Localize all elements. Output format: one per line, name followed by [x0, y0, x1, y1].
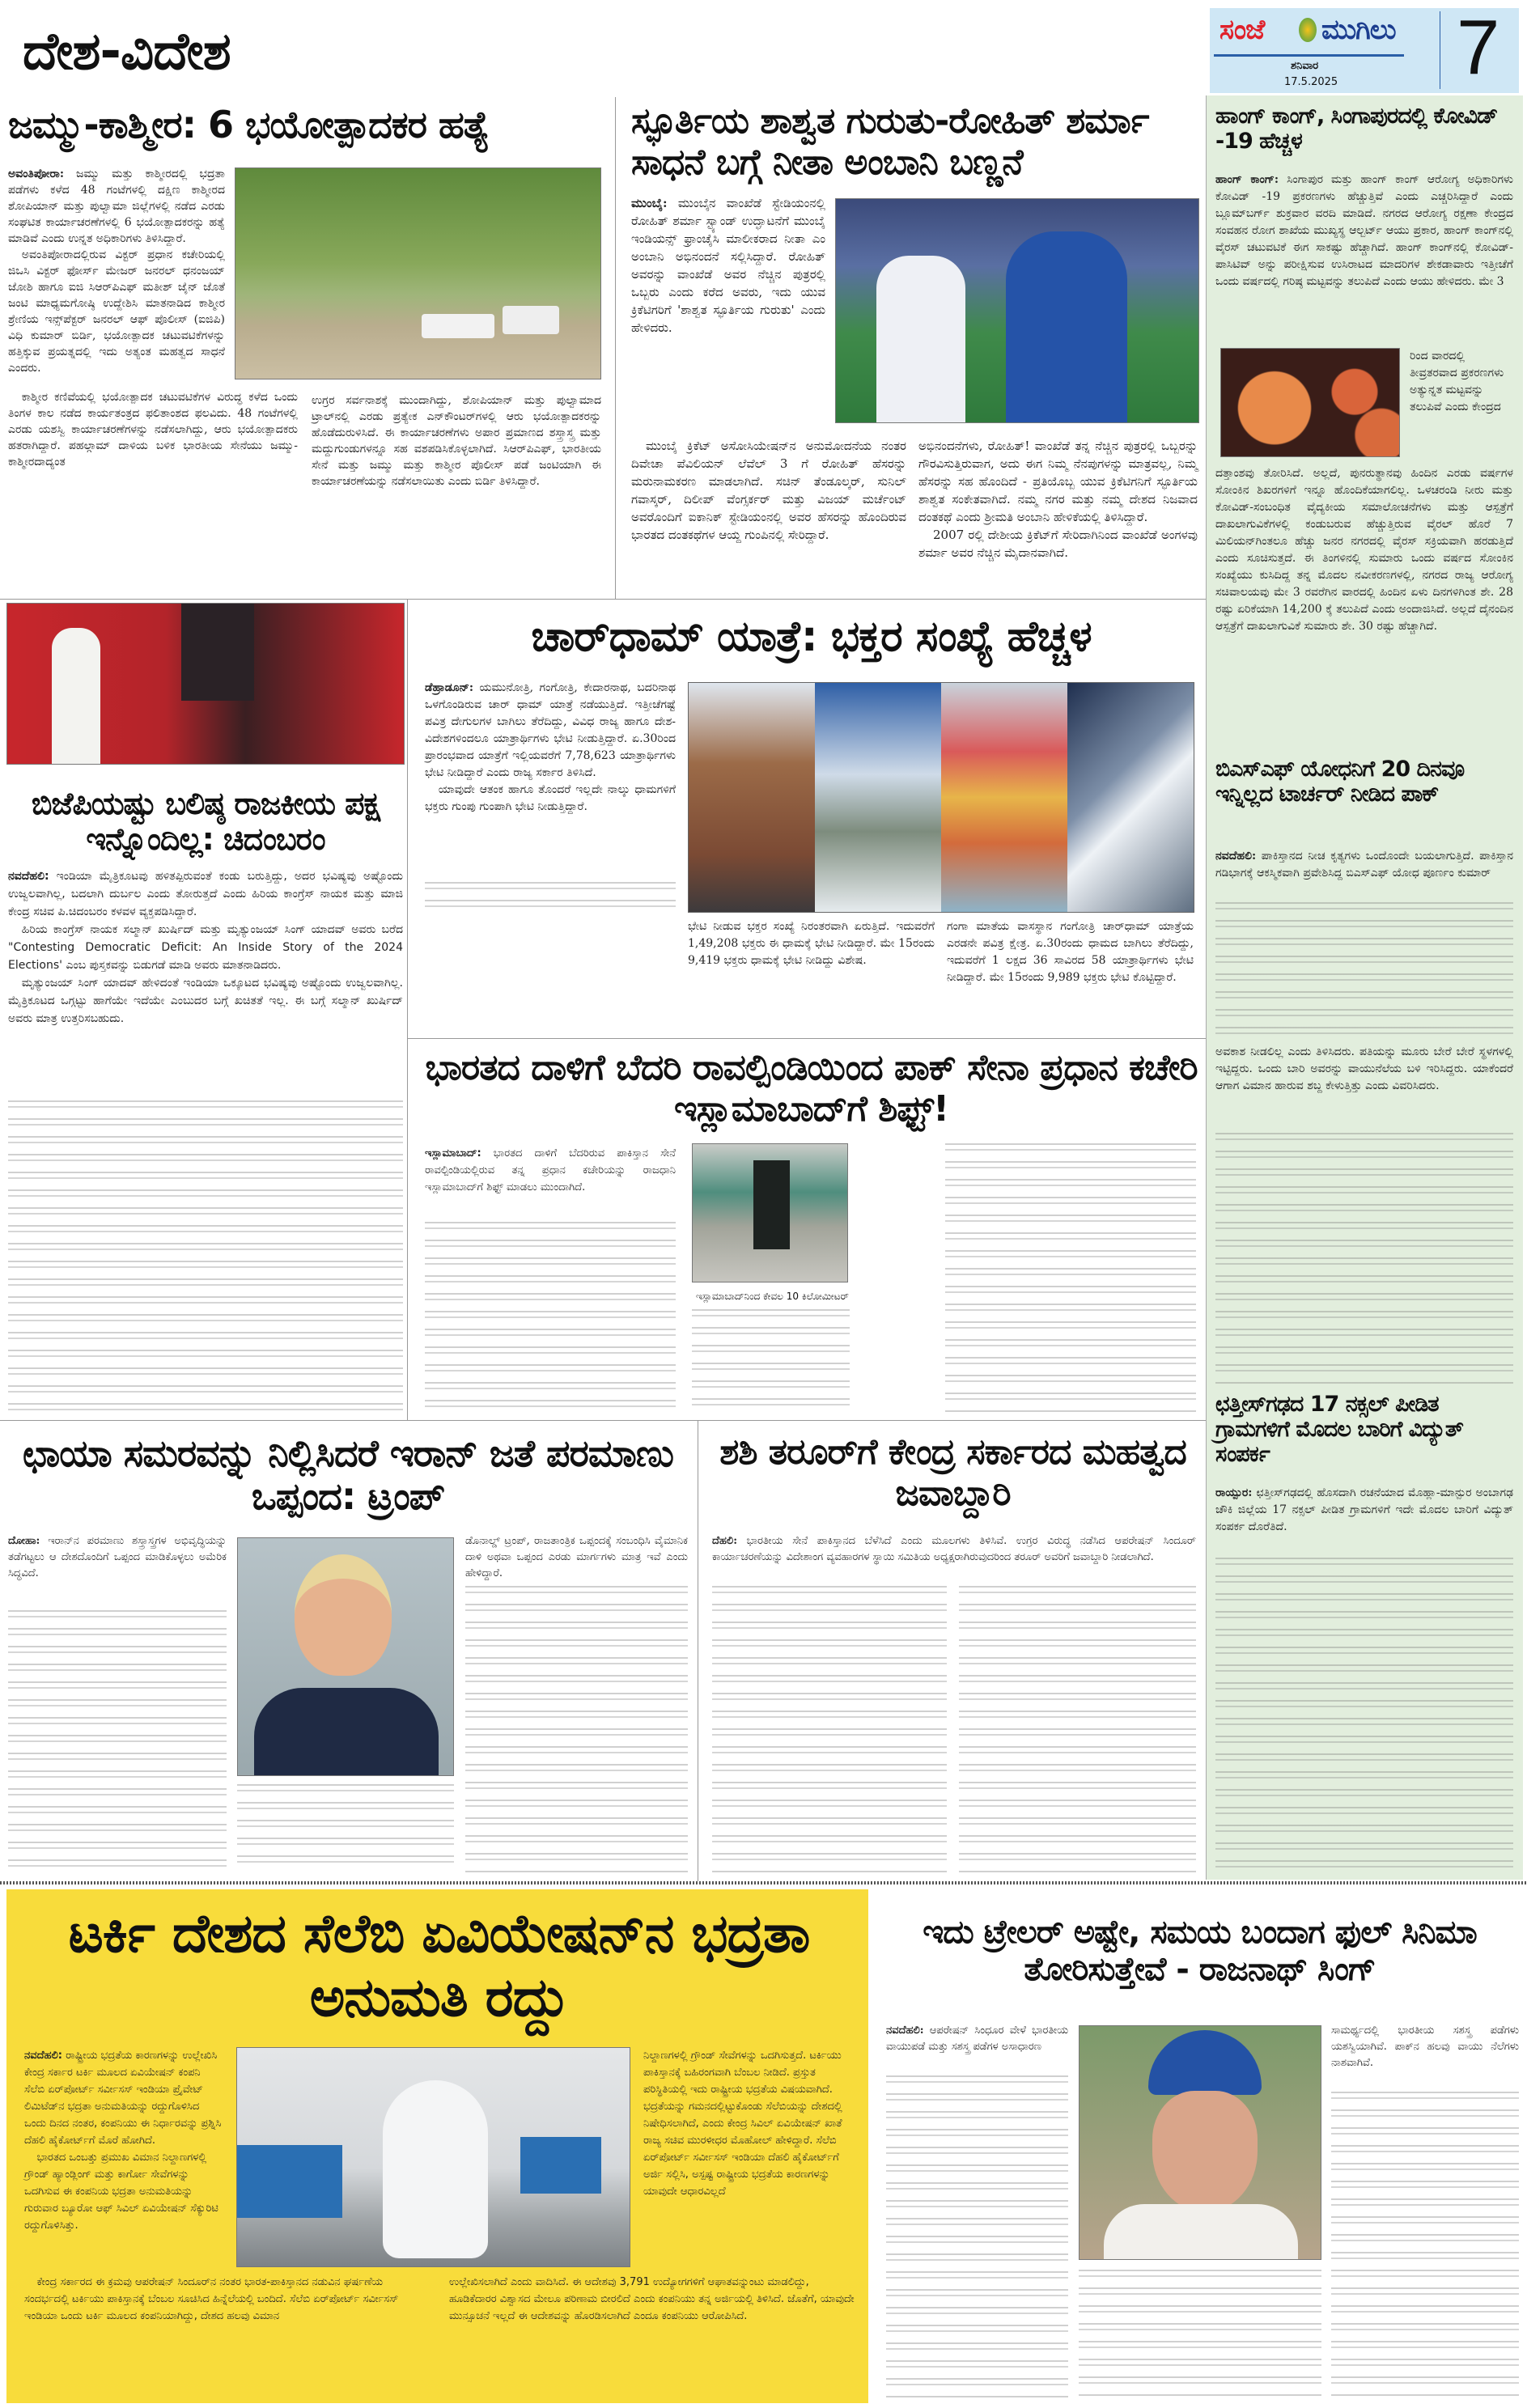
chardham-p2: ಯಾವುದೇ ಆತಂಕ ಹಾಗೂ ತೊಂದರೆ ಇಲ್ಲದೇ ನಾಲ್ಕು ಧಾಮಗಳಿಗೆ ಭಕ್ತರು ಗುಂಪು ಗುಂಪಾಗಿ ಭೇಟಿ ನೀಡುತ್ತಿದ್ದಾರೆ. — [425, 783, 676, 813]
trump-dateline: ದೋಹಾ: — [8, 1535, 40, 1547]
rajnath-text-col1 — [886, 2023, 1068, 2055]
covid-text-top — [1215, 172, 1513, 290]
chardham-photo-strip — [688, 682, 1194, 913]
rohit-p1: ಮುಂಬೈನ ವಾಂಖೆಡೆ ಸ್ಟೇಡಿಯಂನಲ್ಲಿ ರೋಹಿತ್ ಶರ್ಮಾ ಸ್ಟ್ಯಾಂಡ್ ಉದ್ಘಾಟನೆಗೆ ಮುಂಬೈ ಇಂಡಿಯನ್ಸ್ ಫ್ರಾಂಚೈಸಿ ಮಾಲೀಕರಾದ ನೀತಾ ಎಂ ಅಂಬಾನಿ ಅಭಿನಂದನೆ ಸಲ್ಲಿಸಿದ್ದಾರೆ. ರೋಹಿತ್ ಅವರನ್ನು ವಾಂಖೆಡೆ ಅವರ ನೆಚ್ಚಿನ ಪುತ್ರರಲ್ಲಿ ಒಬ್ಬರು ಎಂದು ಕರೆದ ಅವರು, ಇದು ಯುವ ಕ್ರಿಕೆಟಿಗರಿಗೆ 'ಶಾಶ್ವತ ಸ್ಫೂರ್ತಿಯ ಗುರುತು' ಎಂದು ಹೇಳಿದರು. — [631, 196, 825, 335]
turkey-p2: ಭಾರತದ ಒಂಬತ್ತು ಪ್ರಮುಖ ವಿಮಾನ ನಿಲ್ದಾಣಗಳಲ್ಲಿ ಗ್ರೌಂಡ್ ಹ್ಯಾಂಡ್ಲಿಂಗ್ ಮತ್ತು ಕಾರ್ಗೋ ಸೇವೆಗಳನ್ನು ಒದಗಿಸುವ ಈ ಕಂಪನಿಯ ಭದ್ರತಾ ಅನುಮತಿಯನ್ನು ಗುರುವಾರ ಬ್ಯೂರೋ ಆಫ್ ಸಿವಿಲ್ ಏವಿಯೇಷನ್ ಸೆಕ್ಯುರಿಟಿ ರದ್ದುಗೊಳಿಸಿತ್ತು. — [24, 2152, 218, 2232]
chardham-p4: ಗಂಗಾ ಮಾತೆಯ ವಾಸಸ್ಥಾನ ಗಂಗೋತ್ರಿ ಚಾರ್‌ಧಾಮ್ ಯಾತ್ರೆಯ ಎರಡನೇ ಪವಿತ್ರ ಕ್ಷೇತ್ರ. ಏ.30ರಂದು ಧಾಮದ ಬಾಗಿಲು ತೆರೆದಿದ್ದು, ಇದುವರೆಗೆ 1 ಲಕ್ಷದ 36 ಸಾವಿರದ 58 ಯಾತ್ರಾರ್ಥಿಗಳು ಭೇಟಿ ನೀಡಿದ್ದಾರೆ. ಮೇ 15ರಂದು 9,989 ಭಕ್ತರು ಭೇಟಿ ಕೊಟ್ಟಿದ್ದಾರೆ. — [947, 920, 1194, 984]
turkey-p5: ಉಲ್ಲೇಖಿಸಲಾಗಿದೆ ಎಂದು ವಾದಿಸಿದೆ. ಈ ಆದೇಶವು 3,791 ಉದ್ಯೋಗಗಳಿಗೆ ಆಘಾತವನ್ನುಂಟು ಮಾಡಲಿದ್ದು, ಹೂಡಿಕೆದಾರರ ವಿಶ್ವಾಸದ ಮೇಲೂ ಪರಿಣಾಮ ಬೀರಲಿದೆ ಎಂದು ಕಂಪನಿಯು ತನ್ನ ಅರ್ಜಿಯಲ್ಲಿ ತಿಳಿಸಿದೆ. ಜೊತೆಗೆ, ಯಾವುದೇ ಮುನ್ಸೂಚನೆ ಇಲ್ಲದೆ ಈ ಆದೇಶವನ್ನು ಹೊರಡಿಸಲಾಗಿದೆ ಎಂದೂ ಕಂಪನಿಯು ಆರೋಪಿಸಿದೆ. — [449, 2276, 855, 2322]
pak-hq-text-col1 — [425, 1145, 676, 1196]
chardham-text-col3 — [947, 918, 1194, 986]
rohit-text-col2 — [631, 437, 906, 544]
jammu-photo — [235, 167, 601, 379]
rohit-text-col1 — [631, 194, 825, 337]
covid-text-bottom — [1215, 465, 1513, 635]
rajnath-headline: ಇದು ಟ್ರೇಲರ್ ಅಷ್ಟೇ, ಸಮಯ ಬಂದಾಗ ಫುಲ್ ಸಿನಿಮಾ ತೋರಿಸುತ್ತೇವೆ - ರಾಜನಾಥ್ ಸಿಂಗ್ — [923, 1914, 1477, 1988]
pak-hq-headline: ಭಾರತದ ದಾಳಿಗೆ ಬೆದರಿ ರಾವಲ್ಪಿಂಡಿಯಿಂದ ಪಾಕ್ ಸೇನಾ ಪ್ರಧಾನ ಕಚೇರಿ ಇಸ್ಲಾಮಾಬಾದ್‌ಗೆ ಶಿಫ್ಟ್! — [425, 1047, 1198, 1130]
chardham-dateline: ಡೆಹ್ರಾಡೂನ್: — [425, 681, 474, 694]
tharoor-p1: ಭಾರತೀಯ ಸೇನೆ ಪಾಕಿಸ್ತಾನದ ಬೆಳೆಸಿದೆ ಎಂದು ಮೂಲಗಳು ತಿಳಿಸಿವೆ. ಉಗ್ರರ ವಿರುದ್ಧ ನಡೆಸಿದ ಆಪರೇಷನ್ ಸಿಂದೂರ್ ಕಾರ್ಯಾಚರಣೆಯನ್ನು ವಿದೇಶಾಂಗ ವ್ಯವಹಾರಗಳ ಸ್ಥಾಯಿ ಸಮಿತಿಯ ಅಧ್ಯಕ್ಷರಾಗಿರುವುದರಿಂದ ತರೂರ್ ಅವರಿಗೆ ಜವಾಬ್ದಾರಿ ನೀಡಲಾಗಿದೆ. — [712, 1535, 1196, 1563]
chhattisgarh-text-continued — [1215, 1558, 1513, 1869]
chidambaram-p2: ಹಿರಿಯ ಕಾಂಗ್ರೆಸ್ ನಾಯಕ ಸಲ್ಮಾನ್ ಖುರ್ಷಿದ್ ಮತ್ತು ಮೃತ್ಯುಂಜಯ್ ಸಿಂಗ್ ಯಾದವ್ ಅವರು ಬರೆದ "Contesting Democratic Deficit: An Inside Story of the 2024 Elections' ಎಂಬ ಪುಸ್ತಕವನ್ನು ಬಿಡುಗಡೆ ಮಾಡಿ ಅವರು ಮಾತನಾಡಿದರು. — [8, 923, 403, 972]
chardham-p1: ಯಮುನೋತ್ರಿ, ಗಂಗೋತ್ರಿ, ಕೇದಾರನಾಥ, ಬದರಿನಾಥ ಒಳಗೊಂಡಿರುವ ಚಾರ್ ಧಾಮ್ ಯಾತ್ರೆ ನಡೆಯುತ್ತಿದೆ. ಇತ್ತೀಚೆಗಷ್ಟೆ ಪವಿತ್ರ ದೇಗುಲಗಳ ಬಾಗಿಲು ತೆರೆದಿದ್ದು, ವಿವಿಧ ರಾಜ್ಯ ಹಾಗೂ ದೇಶ-ವಿದೇಶಗಳಿಂದಲೂ ಯಾತ್ರಾರ್ಥಿಗಳು ಭೇಟಿ ನೀಡುತ್ತಿದ್ದಾರೆ. ಏ.30ರಿಂದ ಪ್ರಾರಂಭವಾದ ಯಾತ್ರೆಗೆ ಇಲ್ಲಿಯವರೆಗೆ 7,78,623 ಯಾತ್ರಾರ್ಥಿಗಳು ಭೇಟಿ ನೀಡಿದ್ದಾರೆ ಎಂದು ರಾಜ್ಯ ಸರ್ಕಾರ ತಿಳಿಸಿದೆ. — [425, 681, 676, 779]
turkey-text-col4 — [449, 2274, 858, 2325]
turkey-dateline: ನವದೆಹಲಿ: — [24, 2050, 62, 2062]
jammu-p1: ಜಮ್ಮು ಮತ್ತು ಕಾಶ್ಮೀರದಲ್ಲಿ ಭದ್ರತಾ ಪಡೆಗಳು ಕಳೆದ 48 ಗಂಟೆಗಳಲ್ಲಿ ದಕ್ಷಿಣ ಕಾಶ್ಮೀರದ ಶೋಪಿಯಾನ್ ಮತ್ತು ಪುಲ್ವಾಮಾ ಜಿಲ್ಲೆಗಳಲ್ಲಿ ನಡೆದ ಎರಡು ಸಂಘಟಿತ ಕಾರ್ಯಾಚರಣೆಗಳಲ್ಲಿ 6 ಭಯೋತ್ಪಾದಕರನ್ನು ಹತ್ಯೆ ಮಾಡಿವೆ ಎಂದು ಉನ್ನತ ಅಧಿಕಾರಿಗಳು ತಿಳಿಸಿದ್ದಾರೆ. — [8, 167, 225, 245]
rohit-p3: ಅಭಿನಂದನೆಗಳು, ರೋಹಿತ್! ವಾಂಖೆಡೆ ತನ್ನ ನೆಚ್ಚಿನ ಪುತ್ರರಲ್ಲಿ ಒಬ್ಬರನ್ನು ಗೌರವಿಸುತ್ತಿರುವಾಗ, ಅದು ಈಗ ನಿಮ್ಮ ನೆನಪುಗಳನ್ನು ಮಾತ್ರವಲ್ಲ, ನಿಮ್ಮ ಹೆಸರನ್ನು ಸಹ ಹೊಂದಿದೆ - ಪ್ರತಿಯೊಬ್ಬ ಯುವ ಕ್ರಿಕೆಟಿಗನಿಗೆ ಸ್ಫೂರ್ತಿಯ ಶಾಶ್ವತ ಸಂಕೇತವಾಗಿದೆ. ನಮ್ಮ ನಗರ ಮತ್ತು ನಮ್ಮ ದೇಶದ ನಿಜವಾದ ದಂತಕಥೆ ಎಂದು ಶ್ರೀಮತಿ ಅಂಬಾನಿ ಹೇಳಿಕೆಯಲ್ಲಿ ತಿಳಿಸಿದ್ದಾರೆ. — [918, 439, 1198, 524]
chidambaram-p3: ಮೃತ್ಯುಂಜಯ್ ಸಿಂಗ್ ಯಾದವ್ ಹೇಳಿದಂತೆ ಇಂಡಿಯಾ ಒಕ್ಕೂಟದ ಭವಿಷ್ಯವು ಅಷ್ಟೊಂದು ಉಜ್ವಲವಾಗಿಲ್ಲ. ಮೈತ್ರಿಕೂಟದ ಒಗ್ಗಟ್ಟು ಹಾಗೆಯೇ ಇದೆಯೇ ಎಂಬುದರ ಬಗ್ಗೆ ಖಚಿತತೆ ಇಲ್ಲ. ಈ ಬಗ್ಗೆ ಸಲ್ಮಾನ್ ಖುರ್ಷಿದ್ ಅವರು ಮಾತ್ರ ಉತ್ತರಿಸಬಹುದು. — [8, 977, 403, 1025]
turkey-p4: ನಿಲ್ದಾಣಗಳಲ್ಲಿ ಗ್ರೌಂಡ್ ಸೇವೆಗಳನ್ನು ಒದಗಿಸುತ್ತದೆ. ಟರ್ಕಿಯು ಪಾಕಿಸ್ತಾನಕ್ಕೆ ಬಹಿರಂಗವಾಗಿ ಬೆಂಬಲ ನೀಡಿದೆ. ಪ್ರಸ್ತುತ ಪರಿಸ್ಥಿತಿಯಲ್ಲಿ ಇದು ರಾಷ್ಟ್ರೀಯ ಭದ್ರತೆಯ ವಿಷಯವಾಗಿದೆ. ಭದ್ರತೆಯನ್ನು ಗಮನದಲ್ಲಿಟ್ಟುಕೊಂಡು ಸೆಲೆಬಿಯನ್ನು ದೇಶದಲ್ಲಿ ನಿಷೇಧಿಸಲಾಗಿದೆ, ಎಂದು ಕೇಂದ್ರ ಸಿವಿಲ್ ಏವಿಯೇಷನ್ ಖಾತೆ ರಾಜ್ಯ ಸಚಿವ ಮುರಳೀಧರ ಮೊಹೋಲ್ ಹೇಳಿದ್ದಾರೆ. ಸೆಲೆಬಿ ಏರ್‌ಪೋರ್ಟ್ ಸರ್ವೀಸಸ್ ಇಂಡಿಯಾ ದೆಹಲಿ ಹೈಕೋರ್ಟ್‌ಗೆ ಅರ್ಜಿ ಸಲ್ಲಿಸಿ, ಅಸ್ಪಷ್ಟ ರಾಷ್ಟ್ರೀಯ ಭದ್ರತೆಯ ಕಾರಣಗಳನ್ನು ಯಾವುದೇ ಆಧಾರವಿಲ್ಲದೆ — [643, 2050, 842, 2198]
covid-p2: ರಿಂದ ವಾರದಲ್ಲಿ ತೀವ್ರತರವಾದ ಪ್ರಕರಣಗಳು ಅತ್ಯುನ್ನತ ಮಟ್ಟವನ್ನು ತಲುಪಿವೆ ಎಂದು ಕೇಂದ್ರದ — [1410, 350, 1504, 413]
jammu-p2: ಅವಂತಿಪೋರಾದಲ್ಲಿರುವ ವಿಕ್ಟರ್ ಪ್ರಧಾನ ಕಚೇರಿಯಲ್ಲಿ ಜಿಒಸಿ ವಿಕ್ಟರ್ ಫೋರ್ಸ್ ಮೇಜರ್ ಜನರಲ್ ಧನಂಜಯ್ ಜೋಶಿ ಹಾಗೂ ಐಜಿ ಸಿಆರ್‌ಪಿಎಫ್ ಮತೀಶ್ ಜೈನ್ ಜೊತೆ ಜಂಟಿ ಮಾಧ್ಯಮಗೋಷ್ಠಿ ಉದ್ದೇಶಿಸಿ ಮಾತನಾಡಿದ ಕಾಶ್ಮೀರ ಶ್ರೇಣಿಯ ಇನ್ಸ್‌ಪೆಕ್ಟರ್ ಜನರಲ್ ಆಫ್ ಪೊಲೀಸ್ (ಐಜಿಪಿ) ವಿಧಿ ಕುಮಾರ್ ಬಿರ್ಡಿ, ಭಯೋತ್ಪಾದಕ ಚಟುವಟಿಕೆಗಳನ್ನು ಹತ್ತಿಕ್ಕುವ ಪ್ರಯತ್ನದಲ್ಲಿ ಇದು ಅತ್ಯಂತ ಮಹತ್ವದ ಸಾಧನೆ ಎಂದರು. — [8, 248, 225, 375]
pak-hq-caption: ಇಸ್ಲಾಮಾಬಾದ್‌ನಿಂದ ಕೇವಲ 10 ಕಿಲೋಮೀಟರ್ — [696, 1291, 849, 1302]
jammu-text-col3 — [312, 392, 601, 490]
turkey-text-col2 — [24, 2274, 429, 2325]
bsf-text-continued — [1215, 902, 1513, 1040]
bsf-text-continued-2 — [1215, 1133, 1513, 1384]
turkey-text-col3 — [643, 2047, 858, 2200]
yamunotri-mountain-photo — [1067, 683, 1194, 912]
covid-virus-photo — [1220, 348, 1400, 457]
badrinath-photo — [941, 683, 1067, 912]
trump-text-col3 — [465, 1533, 688, 1582]
rajnath-p1: ಆಪರೇಷನ್ ಸಿಂಧೂರ ವೇಳೆ ಭಾರತೀಯ ವಾಯುಪಡೆ ಮತ್ತು ಸಶಸ್ತ್ರ ಪಡೆಗಳ ಅಸಾಧಾರಣ — [886, 2024, 1068, 2053]
pak-hq-text-col3 — [945, 1143, 1196, 1414]
covid-text-side — [1410, 348, 1513, 416]
trump-p1: ಇರಾನ್‌ನ ಪರಮಾಣು ಶಸ್ತ್ರಾಸ್ತ್ರಗಳ ಅಭಿವೃದ್ಧಿಯನ್ನು ತಡೆಗಟ್ಟಲು ಆ ದೇಶದೊಂದಿಗೆ ಒಪ್ಪಂದ ಮಾಡಿಕೊಳ್ಳಲು ಅಮೆರಿಕ ಸಿದ್ಧವಿದೆ. — [8, 1535, 227, 1579]
rohit-text-col3 — [918, 437, 1198, 562]
chidambaram-p1: ಇಂಡಿಯಾ ಮೈತ್ರಿಕೂಟವು ಹಳಿತಪ್ಪಿರುವಂತೆ ಕಂಡು ಬರುತ್ತಿದ್ದು, ಅದರ ಭವಿಷ್ಯವು ಅಷ್ಟೊಂದು ಉಜ್ವಲವಾಗಿಲ್ಲ, ಬದಲಾಗಿ ದುರ್ಬಲ ಎಂದು ತೋರುತ್ತದೆ ಎಂದು ಹಿರಿಯ ಕಾಂಗ್ರೆಸ್ ನಾಯಕ ಮತ್ತು ಮಾಜಿ ಕೇಂದ್ರ ಸಚಿವ ಪಿ.ಚಿದಂಬರಂ ಕಳವಳ ವ್ಯಕ್ತಪಡಿಸಿದ್ದಾರೆ. — [8, 870, 403, 918]
rohit-dateline: ಮುಂಬೈ: — [631, 196, 668, 210]
masthead-name-part1: ಸಂಜೆ — [1219, 14, 1265, 46]
covid-headline: ಹಾಂಗ್ ಕಾಂಗ್, ಸಿಂಗಾಪುರದಲ್ಲಿ ಕೋವಿಡ್ -19 ಹೆಚ್ಚಳ — [1215, 104, 1498, 155]
rohit-photo — [835, 198, 1199, 423]
chidambaram-dateline: ನವದೆಹಲಿ: — [8, 870, 49, 883]
pak-hq-dateline: ಇಸ್ಲಾಮಾಬಾದ್: — [425, 1147, 481, 1159]
bsf-p1: ಪಾಕಿಸ್ತಾನದ ನೀಚ ಕೃತ್ಯಗಳು ಒಂದೊಂದೇ ಬಯಲಾಗುತ್ತಿದೆ. ಪಾಕಿಸ್ತಾನ ಗಡಿಭಾಗಕ್ಕೆ ಆಕಸ್ಮಿಕವಾಗಿ ಪ್ರವೇಶಿಸಿದ್ದ ಬಿಎಸ್‌ಎಫ್ ಯೋಧ ಪೂರ್ಣಂ ಕುಮಾರ್ — [1215, 850, 1514, 880]
jammu-text-col2 — [8, 389, 298, 470]
jammu-p4: ಉಗ್ರರ ಸರ್ವನಾಶಕ್ಕೆ ಮುಂದಾಗಿದ್ದು, ಶೋಪಿಯಾನ್ ಮತ್ತು ಪುಲ್ವಾಮಾದ ಟ್ರಾಲ್‌ನಲ್ಲಿ ಎರಡು ಪ್ರತ್ಯೇಕ ಎನ್‌ಕೌಂಟರ್‌ಗಳಲ್ಲಿ ಆರು ಭಯೋತ್ಪಾದಕರನ್ನು ಹೊಡೆದುರುಳಿಸಿದೆ. ಈ ಕಾರ್ಯಾಚರಣೆಗಳು ಅಪಾರ ಪ್ರಮಾಣದ ಶಸ್ತ್ರಾಸ್ತ್ರ ಮತ್ತು ಮದ್ದುಗುಂಡುಗಳನ್ನೂ ಸಹ ವಶಪಡಿಸಿಕೊಳ್ಳಲಾಗಿದೆ. ಸಿಆರ್‌ಪಿಎಫ್, ಭಾರತೀಯ ಸೇನೆ ಮತ್ತು ಜಮ್ಮು ಮತ್ತು ಕಾಶ್ಮೀರ ಪೊಲೀಸ್ ಪಡೆ ಜಂಟಿಯಾಗಿ ಈ ಕಾರ್ಯಾಚರಣೆಯನ್ನು ನಡೆಸಲಾಯಿತು ಎಂದು ಬಿರ್ಡಿ ತಿಳಿಸಿದ್ದಾರೆ. — [312, 394, 601, 488]
rajnath-p2: ಸಾಮರ್ಥ್ಯದಲ್ಲಿ ಭಾರತೀಯ ಸಶಸ್ತ್ರ ಪಡೆಗಳು ಯಶಸ್ವಿಯಾಗಿವೆ. ಪಾಕ್‌ನ ಹಲವು ವಾಯು ನೆಲೆಗಳು ನಾಶವಾಗಿವೆ. — [1331, 2024, 1519, 2069]
turkey-p1: ರಾಷ್ಟ್ರೀಯ ಭದ್ರತೆಯ ಕಾರಣಗಳನ್ನು ಉಲ್ಲೇಖಿಸಿ ಕೇಂದ್ರ ಸರ್ಕಾರ ಟರ್ಕಿ ಮೂಲದ ಏವಿಯೇಷನ್ ಕಂಪನಿ ಸೆಲೆಬಿ ಏರ್‌ಪೋರ್ಟ್ ಸರ್ವೀಸಸ್ ಇಂಡಿಯಾ ಪ್ರೈವೇಟ್ ಲಿಮಿಟೆಡ್‌ನ ಭದ್ರತಾ ಅನುಮತಿಯನ್ನು ರದ್ದುಗೊಳಿಸಿದ ಒಂದು ದಿನದ ನಂತರ, ಕಂಪನಿಯು ಈ ನಿರ್ಧಾರವನ್ನು ಪ್ರಶ್ನಿಸಿ ದೆಹಲಿ ಹೈಕೋರ್ಟ್‌ಗೆ ಮೊರೆ ಹೋಗಿದೆ. — [24, 2050, 222, 2147]
turkey-text-col1 — [24, 2047, 223, 2234]
masthead-rule — [1214, 54, 1404, 57]
tharoor-dateline: ದೆಹಲಿ: — [712, 1535, 738, 1547]
masthead-name-part2: ಮುಗಿಲು — [1321, 14, 1396, 46]
rajnath-text-col3 — [1331, 2023, 1519, 2071]
sun-logo-icon — [1299, 18, 1317, 42]
bsf-dateline: ನವದೆಹಲಿ: — [1215, 850, 1257, 863]
chhattisgarh-p1: ಛತ್ತೀಸ್‌ಗಢದಲ್ಲಿ ಹೊಸದಾಗಿ ರಚನೆಯಾದ ಮೊಹ್ಲಾ-ಮಾನ್ಪುರ ಅಂಬಾಗಢ ಚೌಕಿ ಜಿಲ್ಲೆಯ 17 ನಕ್ಸಲ್ ಪೀಡಿತ ಗ್ರಾಮಗಳಿಗೆ ಇದೇ ಮೊದಲ ಬಾರಿಗೆ ವಿದ್ಯುತ್ ಸಂಪರ್ಕ ದೊರೆತಿದೆ. — [1215, 1486, 1513, 1533]
jammu-dateline: ಅವಂತಿಪೋರಾ: — [8, 167, 65, 180]
covid-p1: ಸಿಂಗಾಪುರ ಮತ್ತು ಹಾಂಗ್ ಕಾಂಗ್ ಆರೋಗ್ಯ ಅಧಿಕಾರಿಗಳು ಕೋವಿಡ್ -19 ಪ್ರಕರಣಗಳು ಹೆಚ್ಚುತ್ತಿವೆ ಎಂದು ಎಚ್ಚರಿಸಿದ್ದಾರೆ ಎಂದು ಬ್ಲೂಮ್‌ಬರ್ಗ್ ಶುಕ್ರವಾರ ವರದಿ ಮಾಡಿದೆ. ನಗರದ ಆರೋಗ್ಯ ರಕ್ಷಣಾ ಕೇಂದ್ರದ ಸಂವಹನ ರೋಗ ಶಾಖೆಯ ಮುಖ್ಯಸ್ಥ ಆಲ್ಬರ್ಟ್ ಆಯು ಪ್ರಕಾರ, ಹಾಂಗ್ ಕಾಂಗ್‌ನಲ್ಲಿ ವೈರಸ್ ಚಟುವಟಿಕೆ ಈಗ ಸಾಕಷ್ಟು ಹೆಚ್ಚಾಗಿದೆ. ಹಾಂಗ್ ಕಾಂಗ್‌ನಲ್ಲಿ ಕೋವಿಡ್-ಪಾಸಿಟಿವ್ ಅನ್ನು ಪರೀಕ್ಷಿಸುವ ಉಸಿರಾಟದ ಮಾದರಿಗಳ ಶೇಕಡಾವಾರು ಇತ್ತೀಚೆಗೆ ಒಂದು ವರ್ಷದಲ್ಲಿ ಗರಿಷ್ಠ ಮಟ್ಟವನ್ನು ತಲುಪಿದೆ ಎಂದು ಆಯು ಹೇಳಿದರು. ಮೇ 3 — [1215, 173, 1513, 288]
section-title: ದೇಶ-ವಿದೇಶ — [23, 22, 231, 82]
covid-dateline: ಹಾಂಗ್ ಕಾಂಗ್: — [1215, 173, 1279, 186]
jammu-headline: ಜಮ್ಮು-ಕಾಶ್ಮೀರ: 6 ಭಯೋತ್ಪಾದಕರ ಹತ್ಯೆ — [8, 103, 490, 146]
jammu-text-col1 — [8, 166, 225, 386]
trump-headline: ಛಾಯಾ ಸಮರವನ್ನು ನಿಲ್ಲಿಸಿದರೆ ಇರಾನ್ ಜತೆ ಪರಮಾಣು ಒಪ್ಪಂದ: ಟ್ರಂಪ್ — [22, 1431, 674, 1518]
masthead — [1210, 4, 1519, 93]
trump-p2: ಡೊನಾಲ್ಡ್ ಟ್ರಂಪ್, ರಾಜತಾಂತ್ರಿಕ ಒಪ್ಪಂದಕ್ಕೆ ಸಂಬಂಧಿಸಿ ವೈಮಾನಿಕ ದಾಳಿ ಅಥವಾ ಒಪ್ಪಂದ ಎರಡು ಮಾರ್ಗಗಳು ಮಾತ್ರ ಇವೆ ಎಂದು ಹೇಳಿದ್ದಾರೆ. — [465, 1535, 688, 1579]
chardham-text-col2 — [688, 918, 935, 969]
chhattisgarh-headline: ಛತ್ತೀಸ್‌ಗಢದ 17 ನಕ್ಸಲ್ ಪೀಡಿತ ಗ್ರಾಮಗಳಿಗೆ ಮೊದಲ ಬಾರಿಗೆ ವಿದ್ಯುತ್ ಸಂಪರ್ಕ — [1215, 1392, 1463, 1468]
turkey-p3: ಕೇಂದ್ರ ಸರ್ಕಾರದ ಈ ಕ್ರಮವು ಆಪರೇಷನ್ ಸಿಂದೂರ್‌ನ ನಂತರ ಭಾರತ-ಪಾಕಿಸ್ತಾನದ ನಡುವಿನ ಘರ್ಷಣೆಯ ಸಂದರ್ಭದಲ್ಲಿ ಟರ್ಕಿಯು ಪಾಕಿಸ್ತಾನಕ್ಕೆ ಬೆಂಬಲ ಸೂಚಿಸಿದ ಹಿನ್ನೆಲೆಯಲ್ಲಿ ಬಂದಿದೆ. ಸೆಲೆಬಿ ಏರ್‌ಪೋರ್ಟ್ ಸರ್ವೀಸಸ್ ಇಂಡಿಯಾ ಒಂದು ಟರ್ಕಿ ಮೂಲದ ಕಂಪನಿಯಾಗಿದ್ದು, ದೇಶದ ಹಲವು ವಿಮಾನ — [24, 2276, 399, 2322]
chidambaram-text — [8, 867, 403, 1028]
turkey-headline: ಟರ್ಕಿ ದೇಶದ ಸೆಲೆಬಿ ಏವಿಯೇಷನ್‌ನ ಭದ್ರತಾ ಅನುಮತಿ ರದ್ದು — [68, 1902, 810, 2029]
page-number: 7 — [1457, 4, 1500, 91]
gangotri-photo — [815, 683, 941, 912]
chardham-text-col1 — [425, 680, 676, 816]
chhattisgarh-text — [1215, 1485, 1513, 1536]
trump-photo — [237, 1537, 454, 1776]
pak-hq-p1: ಭಾರತದ ದಾಳಿಗೆ ಬೆದರಿರುವ ಪಾಕಿಸ್ತಾನ ಸೇನೆ ರಾವಲ್ಪಿಂಡಿಯಲ್ಲಿರುವ ತನ್ನ ಪ್ರಧಾನ ಕಚೇರಿಯನ್ನು ರಾಜಧಾನಿ ಇಸ್ಲಾಮಾಬಾದ್‌ಗೆ ಶಿಫ್ಟ್ ಮಾಡಲು ಮುಂದಾಗಿದೆ. — [425, 1147, 676, 1193]
bsf-headline: ಬಿಎಸ್‌ಎಫ್ ಯೋಧನಿಗೆ 20 ದಿನವೂ ಇನ್ನಿಲ್ಲದ ಟಾರ್ಚರ್ ನೀಡಿದ ಪಾಕ್ — [1215, 757, 1465, 808]
chidambaram-headline: ಬಿಜೆಪಿಯಷ್ಟು ಬಲಿಷ್ಠ ರಾಜಕೀಯ ಪಕ್ಷ ಇನ್ನೊಂದಿಲ್ಲ: ಚಿದಂಬರಂ — [31, 786, 380, 857]
chidambaram-text-continued — [8, 1100, 403, 1412]
jammu-p3: ಕಾಶ್ಮೀರ ಕಣಿವೆಯಲ್ಲಿ ಭಯೋತ್ಪಾದಕ ಚಟುವಟಿಕೆಗಳ ವಿರುದ್ಧ ಕಳೆದ ಒಂದು ತಿಂಗಳ ಕಾಲ ನಡೆದ ಕಾರ್ಯತಂತ್ರದ ಫಲಿತಾಂಶದ ಫಲವಿದು. 48 ಗಂಟೆಗಳಲ್ಲಿ ಎರಡು ಯಶಸ್ವಿ ಕಾರ್ಯಾಚರಣೆಗಳನ್ನು ನಡೆಸಲಾಗಿದ್ದು, ಆರು ಭಯೋತ್ಪಾದಕರು ಹತರಾಗಿದ್ದಾರೆ. ಪಹಲ್ಗಾಮ್ ದಾಳಿಯ ಬಳಿಕ ಭಾರತೀಯ ಸೇನೆಯು ಜಮ್ಮು-ಕಾಶ್ಮೀರದಾದ್ಯಂತ — [8, 391, 298, 468]
tharoor-headline: ಶಶಿ ತರೂರ್‌ಗೆ ಕೇಂದ್ರ ಸರ್ಕಾರದ ಮಹತ್ವದ ಜವಾಬ್ದಾರಿ — [719, 1431, 1186, 1514]
bsf-text-2 — [1215, 1044, 1513, 1095]
chidambaram-photo — [6, 603, 405, 765]
masthead-date: 17.5.2025 — [1284, 76, 1338, 88]
chardham-p3: ಭೇಟಿ ನೀಡುವ ಭಕ್ತರ ಸಂಖ್ಯೆ ನಿರಂತರವಾಗಿ ಏರುತ್ತಿದೆ. ಇದುವರೆಗೆ 1,49,208 ಭಕ್ತರು ಈ ಧಾಮಕ್ಕೆ ಭೇಟಿ ನೀಡಿದ್ದಾರೆ. ಮೇ 15ರಂದು 9,419 ಭಕ್ತರು ಧಾಮಕ್ಕೆ ಭೇಟಿ ನೀಡಿದ್ದು ವಿಶೇಷ. — [688, 920, 935, 967]
masthead-day: ಶನಿವಾರ — [1291, 60, 1319, 72]
kedarnath-photo — [689, 683, 815, 912]
rohit-headline: ಸ್ಫೂರ್ತಿಯ ಶಾಶ್ವತ ಗುರುತು-ರೋಹಿತ್ ಶರ್ಮಾ ಸಾಧನೆ ಬಗ್ಗೆ ನೀತಾ ಅಂಬಾನಿ ಬಣ್ಣನೆ — [631, 100, 1149, 183]
rohit-p2: ಮುಂಬೈ ಕ್ರಿಕೆಟ್ ಅಸೋಸಿಯೇಷನ್‌ನ ಅನುಮೋದನೆಯ ನಂತರ ದಿವೇಚಾ ಪೆವಿಲಿಯನ್ ಲೆವೆಲ್ 3 ಗೆ ರೋಹಿತ್ ಹೆಸರನ್ನು ಮರುನಾಮಕರಣ ಮಾಡಲಾಗಿದೆ. ಸಚಿನ್ ತೆಂಡೂಲ್ಕರ್, ಸುನಿಲ್ ಗವಾಸ್ಕರ್, ದಿಲೀಪ್ ವೆಂಗ್ಸರ್ಕರ್ ಮತ್ತು ವಿಜಯ್ ಮರ್ಚೆಂಟ್ ಅವರೊಂದಿಗೆ ಐಕಾನಿಕ್ ಸ್ಟೇಡಿಯಂನಲ್ಲಿ ಅವರ ಹೆಸರನ್ನು ಹೊಂದಿರುವ ಭಾರತದ ದಂತಕಥೆಗಳ ಆಯ್ದ ಗುಂಪಿನಲ್ಲಿ ಸೇರಿದ್ದಾರೆ. — [631, 439, 906, 542]
bsf-p2: ಅವಕಾಶ ನೀಡಲಿಲ್ಲ ಎಂದು ತಿಳಿಸಿದರು. ಪತಿಯನ್ನು ಮೂರು ಬೇರೆ ಬೇರೆ ಸ್ಥಳಗಳಲ್ಲಿ ಇಟ್ಟಿದ್ದರು. ಒಂದು ಬಾರಿ ಅವರನ್ನು ವಾಯುನೆಲೆಯ ಬಳಿ ಇರಿಸಿದ್ದರು. ಯಾಕೆಂದರೆ ಆಗಾಗ ವಿಮಾನ ಹಾರುವ ಶಬ್ದ ಕೇಳುತ್ತಿತ್ತು ಎಂದು ವಿವರಿಸಿದರು. — [1215, 1045, 1513, 1092]
chhattisgarh-dateline: ರಾಯ್ಪುರ: — [1215, 1486, 1253, 1499]
bsf-text — [1215, 848, 1513, 882]
section-divider — [0, 1881, 1527, 1884]
rajnath-photo — [1079, 2025, 1321, 2260]
tharoor-text — [712, 1533, 1196, 1566]
trump-text-col1 — [8, 1533, 227, 1582]
pak-hq-photo — [692, 1143, 848, 1282]
chardham-headline: ಚಾರ್‌ಧಾಮ್ ಯಾತ್ರೆ: ಭಕ್ತರ ಸಂಖ್ಯೆ ಹೆಚ್ಚಳ — [531, 613, 1092, 661]
rohit-p4: 2007 ರಲ್ಲಿ ದೇಶೀಯ ಕ್ರಿಕೆಟ್‌ಗೆ ಸೇರಿದಾಗಿನಿಂದ ವಾಂಖೆಡೆ ಅಂಗಳವು ಶರ್ಮಾ ಅವರ ನೆಚ್ಚಿನ ಮೈದಾನವಾಗಿದೆ. — [918, 528, 1198, 560]
covid-p3: ದತ್ತಾಂಶವು ತೋರಿಸಿದೆ. ಅಲ್ಲದೆ, ಪುನರುತ್ಥಾನವು ಹಿಂದಿನ ಎರಡು ವರ್ಷಗಳ ಸೋಂಕಿನ ಶಿಖರಗಳಿಗೆ ಇನ್ನೂ ಹೊಂದಿಕೆಯಾಗಲಿಲ್ಲ. ಒಳಚರಂಡಿ ನೀರು ಮತ್ತು ಕೋವಿಡ್-ಸಂಬಂಧಿತ ವೈದ್ಯಕೀಯ ಸಮಾಲೋಚನೆಗಳು ಮತ್ತು ಆಸ್ಪತ್ರೆಗೆ ದಾಖಲಾಗುವಿಕೆಗಳಲ್ಲಿ ಕಂಡುಬರುವ ಹೆಚ್ಚುತ್ತಿರುವ ವೈರಲ್ ಹೊರೆ 7 ಮಿಲಿಯನ್‌ಗಿಂತಲೂ ಹೆಚ್ಚು ಜನರ ನಗರದಲ್ಲಿ ವೈರಸ್ ಸಕ್ರಿಯವಾಗಿ ಹರಡುತ್ತಿದೆ ಎಂದು ಸೂಚಿಸುತ್ತದೆ. ಈ ತಿಂಗಳಿನಲ್ಲಿ ಸುಮಾರು ಒಂದು ವರ್ಷದ ಸೋಂಕಿನ ಸಂಖ್ಯೆಯು ಕುಸಿದಿದ್ದ ತನ್ನ ಮೊದಲ ನವೀಕರಣಗಳಲ್ಲಿ, ನಗರದ ರಾಜ್ಯ ಆರೋಗ್ಯ ಸಚಿವಾಲಯವು ಮೇ 3 ರವರೆಗಿನ ವಾರದಲ್ಲಿ ಹಿಂದಿನ ಏಳು ದಿನಗಳಿಗಿಂತ ಶೇ. 28 ರಷ್ಟು ಏರಿಕೆಯಾಗಿ 14,200 ಕ್ಕೆ ತಲುಪಿದೆ ಎಂದು ಅಂದಾಜಿಸಿದೆ. ಅಲ್ಲದೆ ದೈನಂದಿನ ಆಸ್ಪತ್ರೆಗೆ ದಾಖಲಾಗುವಿಕೆ ಸುಮಾರು ಶೇ. 30 ರಷ್ಟು ಹೆಚ್ಚಾಗಿದೆ. — [1215, 467, 1513, 633]
turkey-airplane-photo — [236, 2047, 630, 2267]
rajnath-dateline: ನವದೆಹಲಿ: — [886, 2024, 924, 2037]
